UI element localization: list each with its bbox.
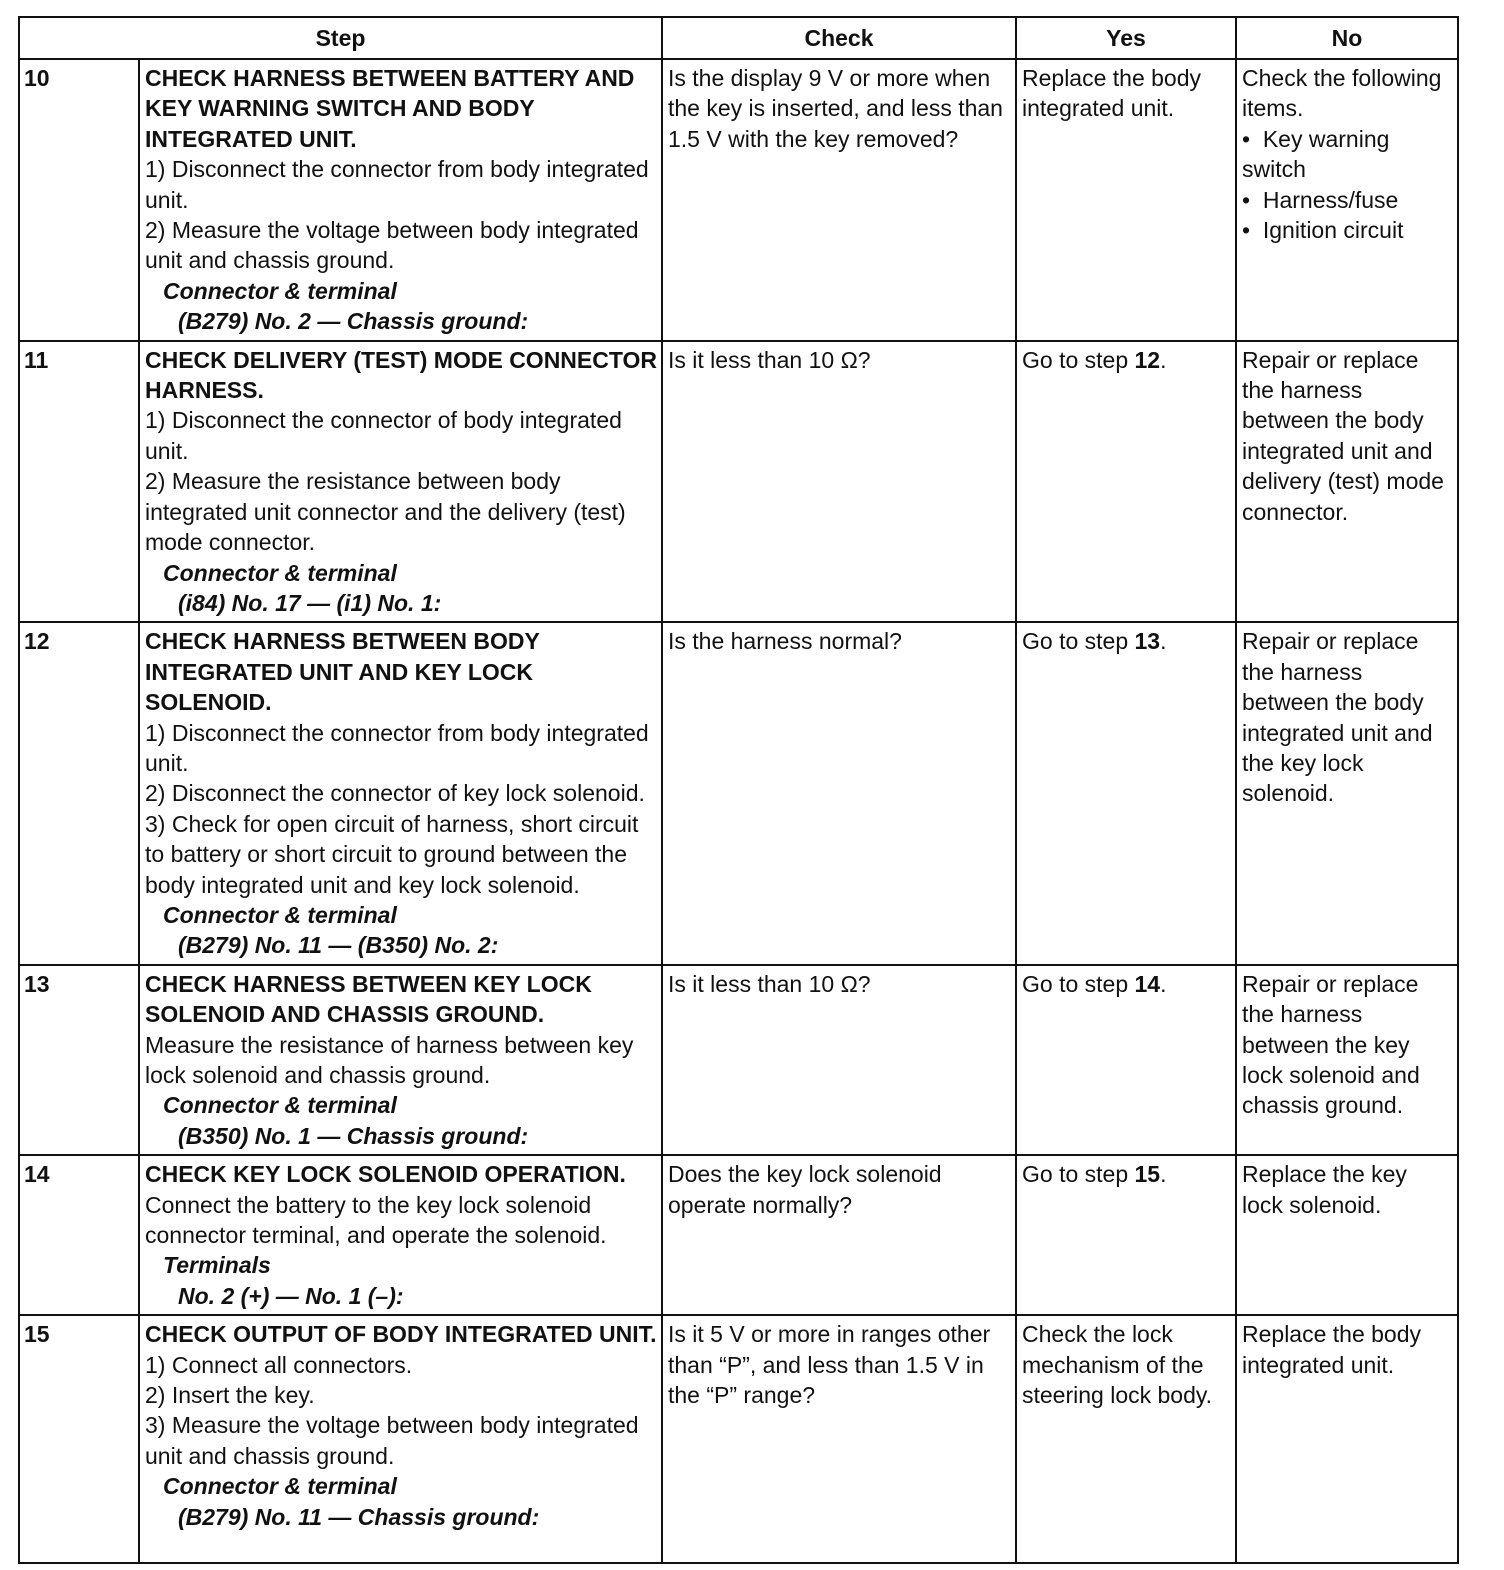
step-instruction: Connect the battery to the key lock solenoid connector terminal, and operate the solenoid.: [145, 1191, 607, 1249]
step-instruction: 2) Measure the resistance between body integrated unit connector and the delivery (test) mode connector.: [145, 468, 626, 556]
step-title: CHECK OUTPUT OF BODY INTEGRATED UNIT.: [145, 1321, 657, 1348]
step-number: 12: [19, 622, 139, 964]
yes-prefix: Go to step: [1022, 346, 1135, 373]
spec-label: Connector & terminal: [163, 1473, 397, 1500]
step-number: 10: [19, 59, 139, 341]
yes-prefix: Go to step: [1022, 628, 1135, 655]
yes-step-link: 14: [1134, 970, 1161, 997]
diagnostic-table-wrapper: [18, 16, 1459, 1564]
spec-value: (B350) No. 1 — Chassis ground:: [178, 1122, 529, 1149]
yes-suffix: .: [1160, 970, 1167, 997]
yes-cell: [1016, 622, 1236, 964]
yes-step-link: 15: [1134, 1161, 1161, 1188]
step-number: 15: [19, 1315, 139, 1563]
yes-suffix: .: [1160, 346, 1167, 373]
no-cell: Repair or replace the harness between the body integrated unit and the key lock solenoid.: [1236, 622, 1458, 964]
table-row: [19, 622, 1458, 964]
no-list-item: • Harness/fuse: [1242, 185, 1453, 215]
step-instruction: 3) Measure the voltage between body integrated unit and chassis ground.: [145, 1412, 639, 1469]
spec-label: Terminals: [163, 1252, 271, 1279]
table-row: [19, 341, 1458, 623]
yes-prefix: Go to step: [1022, 970, 1135, 997]
check-cell: Is it less than 10 Ω?: [662, 341, 1016, 623]
step-instruction: 1) Disconnect the connector of body integrated unit.: [145, 407, 622, 464]
step-description: [139, 341, 662, 623]
spec-value: (B279) No. 11 — (B350) No. 2:: [178, 932, 499, 959]
no-cell: Repair or replace the harness between the key lock solenoid and chassis ground.: [1236, 965, 1458, 1155]
spec-label: Connector & terminal: [163, 1092, 397, 1119]
spec-value: No. 2 (+) — No. 1 (–):: [178, 1282, 404, 1309]
step-instruction: 1) Connect all connectors.: [145, 1351, 413, 1378]
yes-cell: [1016, 341, 1236, 623]
no-intro: Check the following items.: [1242, 65, 1442, 122]
yes-suffix: .: [1160, 1161, 1167, 1188]
yes-suffix: .: [1160, 628, 1167, 655]
check-cell: Is it less than 10 Ω?: [662, 965, 1016, 1155]
step-description: [139, 1155, 662, 1315]
step-title: CHECK DELIVERY (TEST) MODE CONNECTOR HARNESS.: [145, 346, 657, 404]
check-cell: Is the display 9 V or more when the key is inserted, and less than 1.5 V with the key removed?: [662, 59, 1016, 341]
header-check: Check: [662, 17, 1016, 59]
no-list-item: • Key warning switch: [1242, 124, 1453, 185]
yes-step-link: 13: [1134, 628, 1161, 655]
step-description: [139, 965, 662, 1155]
step-instruction: 2) Insert the key.: [145, 1382, 315, 1409]
table-row: [19, 1315, 1458, 1563]
yes-step-link: 12: [1134, 346, 1161, 373]
spec-label: Connector & terminal: [163, 277, 397, 304]
step-number: 14: [19, 1155, 139, 1315]
spec-value: (i84) No. 17 — (i1) No. 1:: [178, 589, 442, 616]
header-no: No: [1236, 17, 1458, 59]
step-instruction: 1) Disconnect the connector from body integrated unit.: [145, 719, 649, 776]
yes-cell: [1016, 1155, 1236, 1315]
spec-label: Connector & terminal: [163, 901, 397, 928]
spec-label: Connector & terminal: [163, 559, 397, 586]
step-instruction: 2) Disconnect the connector of key lock solenoid.: [145, 780, 645, 807]
header-step: Step: [19, 17, 662, 59]
step-number: 13: [19, 965, 139, 1155]
no-cell: [1236, 59, 1458, 341]
no-list-item: • Ignition circuit: [1242, 215, 1453, 245]
step-description: [139, 1315, 662, 1563]
table-header-row: [19, 17, 1458, 59]
spec-value: (B279) No. 2 — Chassis ground:: [178, 308, 529, 335]
step-number: 11: [19, 341, 139, 623]
step-title: CHECK KEY LOCK SOLENOID OPERATION.: [145, 1161, 626, 1188]
yes-cell: [1016, 965, 1236, 1155]
spec-value: (B279) No. 11 — Chassis ground:: [178, 1503, 540, 1530]
table-row: [19, 1155, 1458, 1315]
step-instruction: Measure the resistance of harness between key lock solenoid and chassis ground.: [145, 1031, 634, 1088]
step-title: CHECK HARNESS BETWEEN BATTERY AND KEY WARNING SWITCH AND BODY INTEGRATED UNIT.: [145, 65, 635, 152]
check-cell: Is the harness normal?: [662, 622, 1016, 964]
yes-prefix: Go to step: [1022, 1161, 1135, 1188]
step-description: [139, 59, 662, 341]
yes-cell: Replace the body integrated unit.: [1016, 59, 1236, 341]
step-instruction: 1) Disconnect the connector from body integrated unit.: [145, 156, 649, 213]
header-yes: Yes: [1016, 17, 1236, 59]
step-title: CHECK HARNESS BETWEEN KEY LOCK SOLENOID AND CHASSIS GROUND.: [145, 970, 592, 1028]
no-cell: Replace the body integrated unit.: [1236, 1315, 1458, 1563]
step-instruction: 2) Measure the voltage between body integrated unit and chassis ground.: [145, 217, 639, 274]
table-row: [19, 965, 1458, 1155]
step-title: CHECK HARNESS BETWEEN BODY INTEGRATED UNIT AND KEY LOCK SOLENOID.: [145, 628, 540, 716]
step-description: [139, 622, 662, 964]
yes-cell: Check the lock mechanism of the steering lock body.: [1016, 1315, 1236, 1563]
diagnostic-table: [18, 16, 1459, 1564]
no-cell: Replace the key lock solenoid.: [1236, 1155, 1458, 1315]
step-instruction: 3) Check for open circuit of harness, short circuit to battery or short circuit to ground between the body integrated unit and key lock solenoid.: [145, 810, 639, 898]
check-cell: Is it 5 V or more in ranges other than “P”, and less than 1.5 V in the “P” range?: [662, 1315, 1016, 1563]
no-cell: Repair or replace the harness between the body integrated unit and delivery (test) mode connector.: [1236, 341, 1458, 623]
check-cell: Does the key lock solenoid operate normally?: [662, 1155, 1016, 1315]
table-row: [19, 59, 1458, 341]
